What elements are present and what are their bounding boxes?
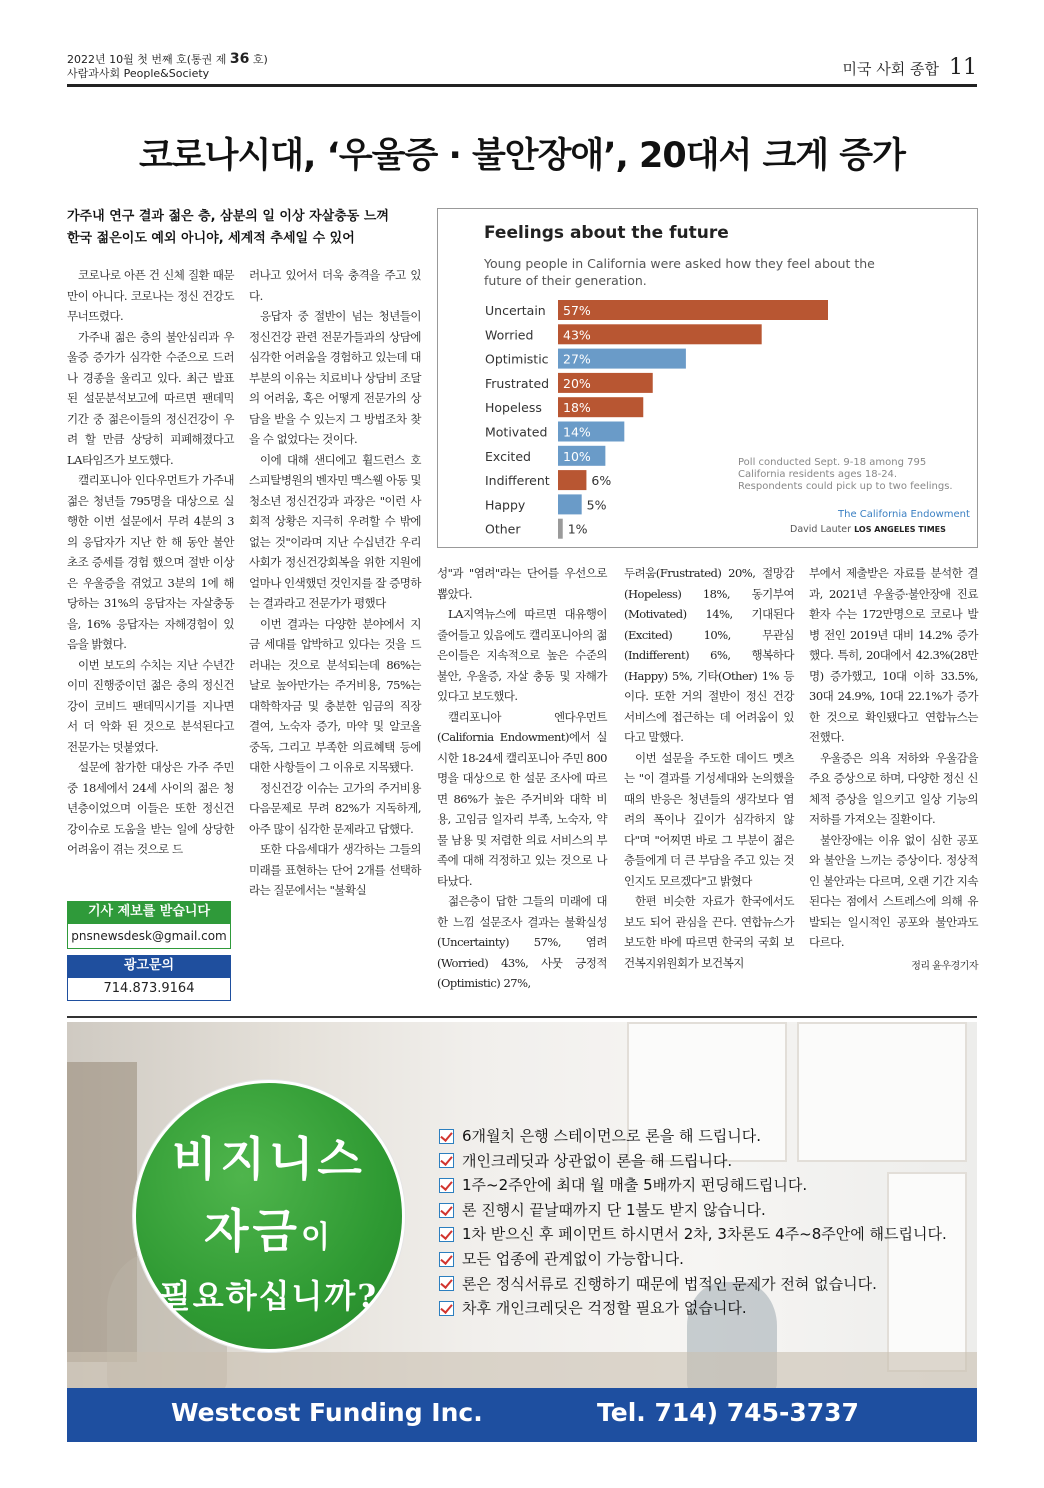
value-label: 18% xyxy=(563,400,591,416)
article-paragraph: 부에서 제출받은 자료를 분석한 결과, 2021년 우울증·불안장애 진료환자 수는 172만명으로 코로나 발병 전인 2019년 대비 14.2% 증가했다. 특히, 20대에서 42.3%(28만명) 증가했고, 10대 이하 33.5%, 30대 24.9%, 10대 22.1%가 증가한 것으로 확인됐다고 연합뉴스는 전했다. xyxy=(809,566,978,744)
background-table xyxy=(67,1352,977,1392)
benefit-item xyxy=(439,1173,947,1198)
category-label: Worried xyxy=(485,327,534,343)
section-divider xyxy=(67,1016,977,1018)
category-label: Optimistic xyxy=(485,351,549,367)
article-column-2 xyxy=(249,265,421,901)
article-paragraph: 설문에 참가한 대상은 가주 주민 중 18세에서 24세 사이의 젊은 청년층이었으며 이들은 또한 정신건강이슈로 도움을 받는 일에 상당한 어려움이 겪는 것으로 드 xyxy=(67,760,234,856)
benefit-text: 개인크레딧과 상관없이 론을 해 드립니다. xyxy=(462,1151,733,1170)
checkbox-icon xyxy=(439,1301,454,1316)
article-paragraph: 한편 비슷한 자료가 한국에서도 보도 되어 관심을 끈다. 연합뉴스가 보도한 바에 따르면 한국의 국회 보건복지위원회가 보건복지 xyxy=(624,894,794,970)
article-paragraph: 응답자 중 절반이 넘는 청년들이 정신건강 관련 전문가들과의 상담에 심각한 어려움을 경험하고 있는데 대부분의 이유는 치료비나 상담비 조달의 어려움, 혹은 어떻게 전문가의 상담을 받을 수 있는지 그 방법조차 찾을 수 없었다는 것이다. xyxy=(249,309,421,446)
article-paragraph: 성"과 "염려"라는 단어를 우선으로 뽑았다. xyxy=(437,566,607,601)
section-title: 미국 사회 종합 xyxy=(842,60,939,78)
checkbox-icon xyxy=(439,1129,454,1144)
value-label: 10% xyxy=(563,448,591,464)
ad-inquiry-title: 광고문의 xyxy=(67,955,231,977)
value-label: 43% xyxy=(563,327,591,343)
article-column-3 xyxy=(437,563,607,994)
value-label: 27% xyxy=(563,351,591,367)
credit-name: David Lauter xyxy=(790,524,852,535)
publication-name: 사람과사회 People&Society xyxy=(67,67,210,80)
value-label: 14% xyxy=(563,424,591,440)
news-tip-box xyxy=(67,901,231,949)
subhead-line-1: 가주내 연구 결과 젊은 층, 삼분의 일 이상 자살충동 느껴 xyxy=(67,209,389,224)
checkbox-icon xyxy=(439,1276,454,1291)
checkbox-icon xyxy=(439,1153,454,1168)
benefit-text: 론은 정식서류로 진행하기 때문에 법적인 문제가 전혀 없습니다. xyxy=(462,1274,877,1293)
category-label: Uncertain xyxy=(485,303,546,318)
article-paragraph: 우울증은 의욕 저하와 우울감을 주요 증상으로 하며, 다양한 정신 신체적 증상을 일으키고 일상 기능의 저하를 가져오는 질환이다. xyxy=(809,750,978,826)
value-label: 57% xyxy=(563,303,591,318)
article-headline: 코로나시대, ‘우울증 · 불안장애’, 20대서 크게 증가 xyxy=(139,136,905,176)
checkbox-icon xyxy=(439,1203,454,1218)
chart-credit xyxy=(790,524,946,535)
benefit-text: 1주~2주안에 최대 월 매출 5배까지 펀딩해드립니다. xyxy=(462,1176,808,1195)
benefit-text: 1차 받으신 후 페이먼트 하시면서 2차, 3차론도 4주~8주안에 해드립니다. xyxy=(462,1225,947,1244)
news-tip-email[interactable]: pnsnewsdesk@gmail.com xyxy=(67,923,231,949)
masthead xyxy=(67,52,268,81)
article-paragraph: 러나고 있어서 더욱 충격을 주고 있다. xyxy=(249,268,421,303)
chart-title: Feelings about the future xyxy=(484,223,729,243)
benefit-item xyxy=(439,1222,947,1247)
feelings-chart xyxy=(437,208,978,548)
benefit-item xyxy=(439,1272,947,1297)
company-name: Westcost Funding Inc. xyxy=(171,1398,483,1427)
article-column-1 xyxy=(67,265,234,860)
credit-org: LOS ANGELES TIMES xyxy=(854,525,946,534)
article-paragraph: 젊은층이 답한 그들의 미래에 대한 느낌 설문조사 결과는 불확실성(Uncertainty) 57%, 염려(Worried) 43%, 사뭇 긍정적(Optimistic) 27%, xyxy=(437,894,607,990)
category-label: Hopeless xyxy=(485,400,542,416)
value-label: 6% xyxy=(591,473,612,489)
checkbox-icon xyxy=(439,1178,454,1193)
article-column-5 xyxy=(809,563,978,977)
category-label: Other xyxy=(485,521,521,537)
benefit-item xyxy=(439,1124,947,1149)
byline: 정리 윤우경기자 xyxy=(911,960,978,972)
benefit-item xyxy=(439,1296,947,1321)
ad-headline-line-2: 자금이 xyxy=(204,1204,334,1258)
company-phone[interactable]: Tel. 714) 745-3737 xyxy=(597,1398,859,1427)
article-paragraph: 불안장애는 이유 없이 심한 공포와 불안을 느끼는 증상이다. 정상적인 불안과는 다르며, 오랜 기간 지속된다는 점에서 스트레스에 의해 유발되는 일시적인 공포와 불안과도 다르다. xyxy=(809,832,978,949)
chart-plot xyxy=(438,209,979,549)
ad-inquiry-phone[interactable]: 714.873.9164 xyxy=(67,977,231,1001)
page-number: 11 xyxy=(949,55,977,80)
checkbox-icon xyxy=(439,1227,454,1242)
category-label: Frustrated xyxy=(485,375,550,391)
article-paragraph: 정신건강 이슈는 고가의 주거비용 다음문제로 무려 82%가 지독하게, 아주 많이 심각한 문제라고 답했다. xyxy=(249,780,421,836)
chart-note: Poll conducted Sept. 9-18 among 795 California residents ages 18-24. Respondents could pick up to two feelings. xyxy=(738,457,953,492)
ad-inquiry-box xyxy=(67,955,231,1001)
issue-line: 2022년 10월 첫 번째 호(통권 제 36 호) xyxy=(67,51,268,67)
benefit-item xyxy=(439,1198,947,1223)
chart-source: The California Endowment xyxy=(838,509,970,520)
article-paragraph: 또한 다음세대가 생각하는 그들의 미래를 표현하는 단어 2개를 선택하라는 질문에서는 "불확실 xyxy=(249,842,421,897)
article-paragraph: 이번 보도의 수치는 지난 수년간 이미 진행중이던 젊은 층의 정신건강이 코비드 팬데믹시기를 지나면서 더 악화 된 것으로 분석된다고 전문가는 덧붙였다. xyxy=(67,657,234,754)
news-tip-title: 기사 제보를 받습니다 xyxy=(67,901,231,923)
article-paragraph: 이에 대해 샌디에고 휠드런스 호스피탈병원의 벤자민 맥스웰 아동 및 청소년 정신건강과 과장은 "이런 사회적 상황은 지극히 우려할 수 밖에 없는 것"이라며 지난 수십년간 우리 사회가 정신건강회복을 위한 지원에 얼마나 인색했던 것인지를 잘 증명하는 결과라고 전문가가 평했다 xyxy=(249,452,421,610)
bar xyxy=(558,519,563,539)
category-label: Happy xyxy=(485,497,526,513)
benefit-list xyxy=(439,1124,947,1321)
subhead-line-2: 한국 젊은이도 예외 아니야, 세계적 추세일 수 있어 xyxy=(67,231,355,246)
ad-headline-line-3: 필요하십니까? xyxy=(159,1277,379,1315)
article-column-4 xyxy=(624,563,794,973)
page-header xyxy=(843,55,977,80)
bar xyxy=(558,470,586,490)
benefit-text: 차후 개인크레딧은 걱정할 필요가 없습니다. xyxy=(462,1299,747,1318)
category-label: Motivated xyxy=(485,424,548,440)
header-divider xyxy=(67,84,977,87)
article-paragraph: LA지역뉴스에 따르면 대유행이 줄어들고 있음에도 캘리포니아의 젊은이들은 지속적으로 높은 수준의 불안, 우울증, 자살 충동 및 자해가 있다고 보도했다. xyxy=(437,607,607,703)
article-paragraph: 이번 결과는 다양한 분야에서 지금 세대를 압박하고 있다는 것을 드러내는 것으로 분석되는데 86%는 날로 높아만가는 주거비용, 75%는 대학학자금 및 충분한 임금의 직장 결여, 노숙자 증가, 마약 및 알코올 중독, 그리고 부족한 의료혜택 등에 대한 사항들이 그 이유로 지목됐다. xyxy=(249,616,421,774)
benefit-item xyxy=(439,1247,947,1272)
value-label: 5% xyxy=(586,497,607,513)
ad-footer-bar xyxy=(67,1388,977,1442)
article-paragraph: 이번 설문을 주도한 데이드 멧츠는 "이 결과를 기성세대와 논의했을때의 반응은 청년들의 생각보다 염려의 폭이나 깊이가 심각하지 않다"며 "어찌면 바로 그 부분이 젊은 층들에게 더 큰 부담을 주고 있는 것인지도 모르겠다"고 밝혔다 xyxy=(624,750,794,888)
value-label: 1% xyxy=(567,521,588,537)
funding-advertisement xyxy=(67,1022,977,1442)
headline-circle xyxy=(133,1080,405,1352)
bar xyxy=(558,300,828,320)
benefit-text: 모든 업종에 관계없이 가능합니다. xyxy=(462,1249,684,1268)
article-paragraph: 가주내 젊은 층의 불안심리과 우울증 증가가 심각한 수준으로 드러나 경종을 울리고 있다. 최근 발표된 설문분석보고에 따르면 팬데믹 기간 중 젊은이들의 정신건강이 우려 할 만큼 상당히 피폐해졌다고 LA타임즈가 보도했다. xyxy=(67,329,234,467)
article-subhead xyxy=(67,206,427,250)
issue-number: 36 xyxy=(229,51,250,67)
article-paragraph: 두려움(Frustrated) 20%, 절망감(Hopeless) 18%, 동기부여(Motivated) 14%, 기대된다(Excited) 10%, 무관심(Indifferent) 6%, 행복하다(Happy) 5%, 기타(Other) 1% 등이다. 또한 거의 절반이 정신 건강 서비스에 접근하는 데 어려움이 있다고 말했다. xyxy=(624,566,794,744)
chart-subtitle: Young people in California were asked how they feel about the future of their generation. xyxy=(484,256,875,288)
article-paragraph: 코로나로 아픈 건 신체 질환 때문만이 아니다. 코로나는 정신 건강도 무너뜨렸다. xyxy=(67,268,234,323)
benefit-item xyxy=(439,1149,947,1174)
value-label: 20% xyxy=(563,375,591,391)
benefit-text: 6개월치 은행 스테이먼으로 론을 해 드립니다. xyxy=(462,1127,761,1145)
checkbox-icon xyxy=(439,1252,454,1267)
bar xyxy=(558,494,582,514)
benefit-text: 론 진행시 끝날때까지 단 1불도 받지 않습니다. xyxy=(462,1200,766,1219)
category-label: Excited xyxy=(485,448,531,464)
ad-headline-line-1: 비지니스 xyxy=(172,1132,366,1186)
article-paragraph: 캘리포니아 엔다우먼트(California Endowment)에서 실시한 18-24세 캘리포니아 주민 800명을 대상으로 한 설문 조사에 따르면 86%가 높은 주거비와 대학 비용, 고임금 일자리 부족, 노숙자, 약물 남용 및 저렴한 의료 서비스의 부족에 대해 걱정하고 있는 것으로 나타났다. xyxy=(437,709,607,888)
category-label: Indifferent xyxy=(485,473,550,489)
article-paragraph: 캘리포니아 인다우먼트가 가주내 젊은 청년들 795명을 대상으로 실행한 이번 설문에서 무려 4분의 3의 응답자가 지난 한 해 동안 불안 초조 증세를 경험 했으며 절반 이상은 우울증을 겪었고 3분의 1에 해당하는 31%의 응답자는 자살충동을, 16% 응답자는 자해경험이 있음을 밝혔다. xyxy=(67,473,234,651)
